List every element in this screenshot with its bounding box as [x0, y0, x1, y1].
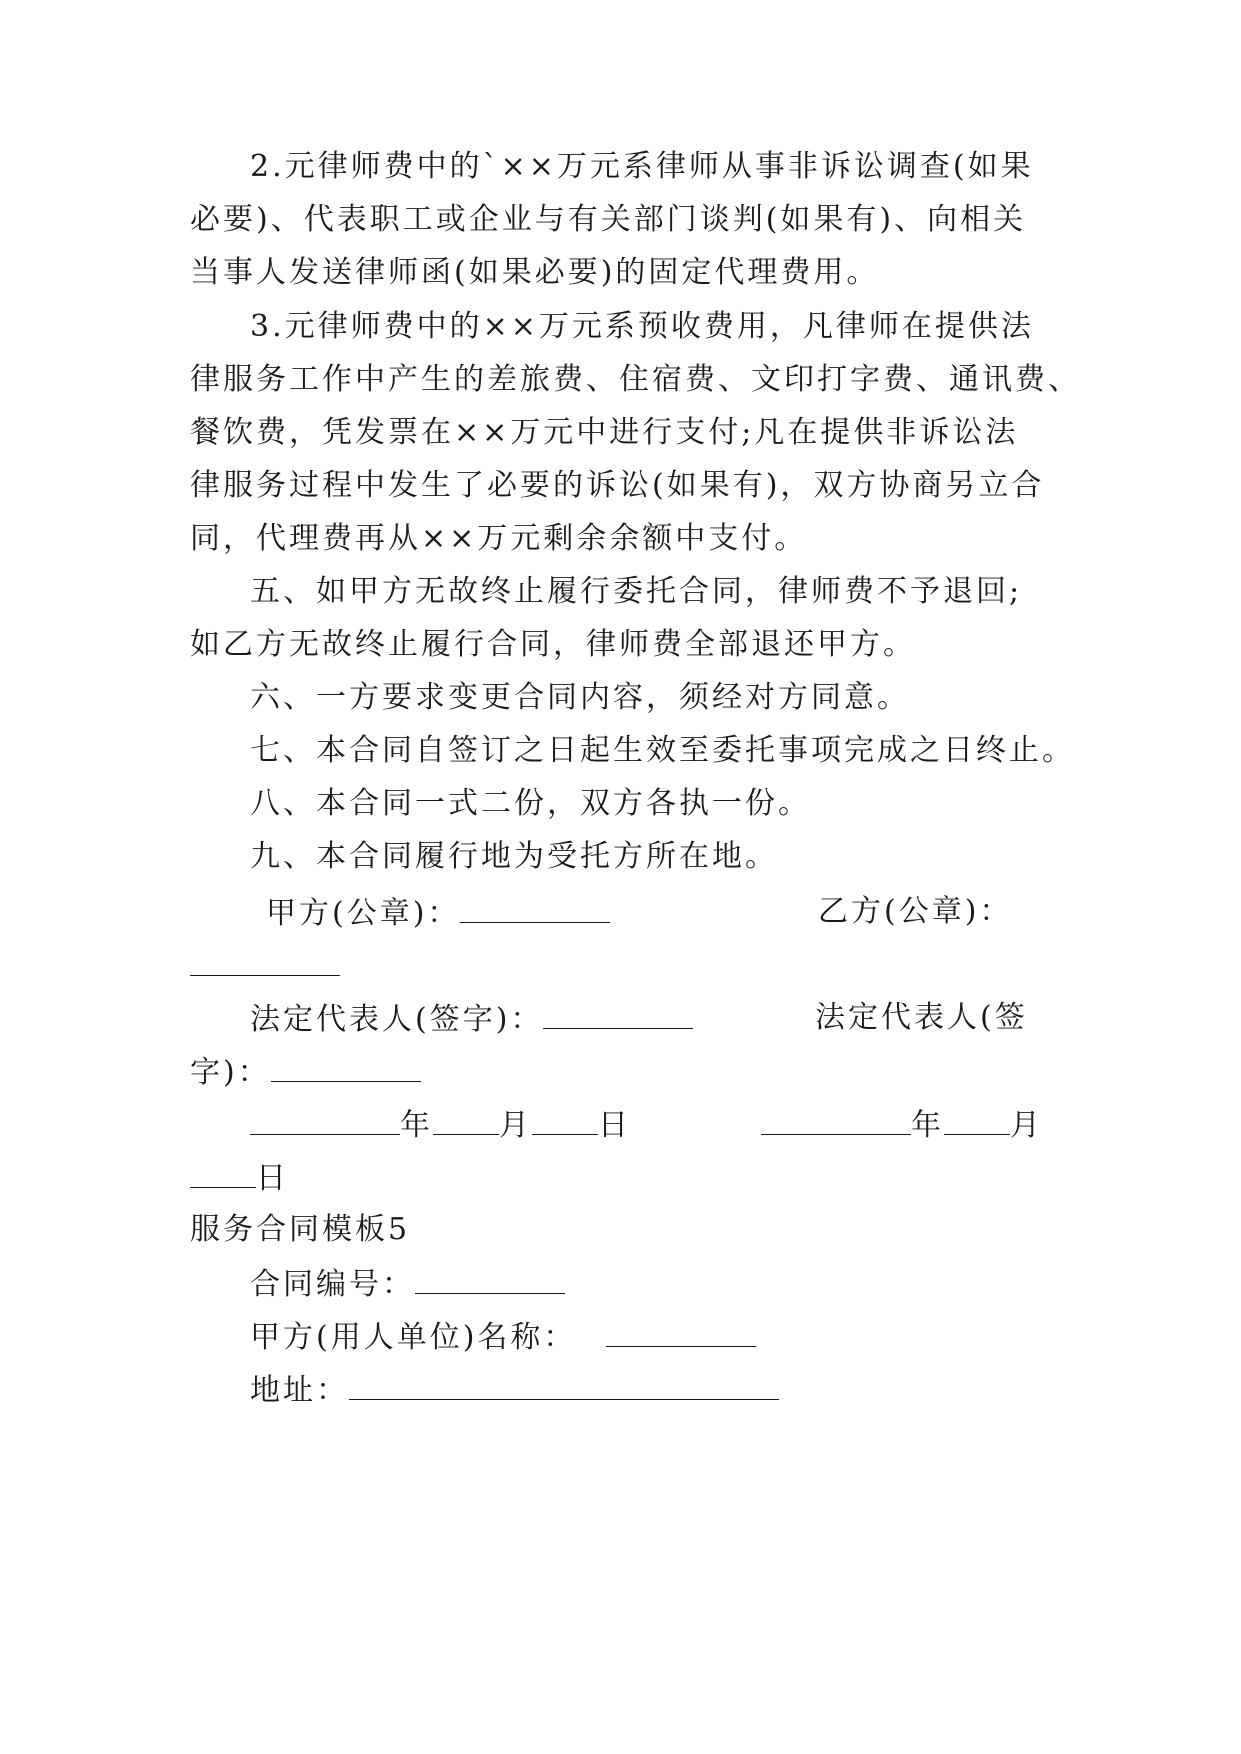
- template-5-title: 服务合同模板5: [190, 1212, 411, 1247]
- date-a-row: [250, 1104, 631, 1146]
- clause-4-item-3-line-5: 同，代理费再从××万元剩余余额中支付。: [190, 521, 808, 556]
- party-a-seal-blank: [460, 892, 610, 923]
- clause-9: 九、本合同履行地为受托方所在地。: [250, 839, 778, 874]
- date-b-row: [761, 1104, 1043, 1146]
- clause-4-item-3-line-4: 律服务过程中发生了必要的诉讼(如果有)，双方协商另立合: [190, 468, 1045, 503]
- rep-a-row: [250, 998, 693, 1040]
- clause-4-item-3-line-1: 3.元律师费中的××万元系预收费用，凡律师在提供法: [250, 309, 1034, 344]
- address-blank: [349, 1369, 779, 1400]
- address-label: 地址：: [250, 1373, 349, 1408]
- rep-a-label: 法定代表人(签字)：: [250, 1002, 544, 1037]
- clause-5-line-1: 五、如甲方无故终止履行委托合同，律师费不予退回;: [250, 574, 1023, 609]
- rep-b-blank: [271, 1051, 421, 1082]
- rep-b-row-cont: [190, 1051, 421, 1093]
- date-b-day-label: 日: [256, 1161, 289, 1196]
- date-b-month-label: 月: [1010, 1108, 1043, 1143]
- rep-b-row: [815, 998, 1028, 1038]
- party-b-seal-blank-row: [190, 945, 340, 987]
- rep-b-label-part2: 字)：: [190, 1055, 271, 1090]
- date-b-day-blank: [190, 1157, 256, 1188]
- clause-4-item-2-line-2: 必要)、代表职工或企业与有关部门谈判(如果有)、向相关: [190, 202, 1027, 237]
- party-b-seal-label: 乙方(公章)：: [818, 894, 1013, 929]
- clause-6: 六、一方要求变更合同内容，须经对方同意。: [250, 680, 910, 715]
- clause-4-item-3-line-3: 餐饮费，凭发票在××万元中进行支付;凡在提供非诉讼法: [190, 415, 1019, 450]
- date-a-day-label: 日: [598, 1108, 631, 1143]
- rep-a-blank: [543, 998, 693, 1029]
- contract-no-blank: [415, 1263, 565, 1294]
- party-a-name-row: [250, 1316, 756, 1358]
- date-a-year-label: 年: [400, 1108, 433, 1143]
- clause-4-item-2-line-3: 当事人发送律师函(如果必要)的固定代理费用。: [190, 255, 880, 290]
- date-a-month-label: 月: [499, 1108, 532, 1143]
- date-b-row-cont: [190, 1157, 289, 1199]
- date-b-month-blank: [944, 1104, 1010, 1135]
- party-a-seal-row: [266, 892, 610, 934]
- clause-8: 八、本合同一式二份，双方各执一份。: [250, 786, 811, 821]
- date-a-day-blank: [532, 1104, 598, 1135]
- clause-7: 七、本合同自签订之日起生效至委托事项完成之日终止。: [250, 733, 1075, 768]
- date-a-year-blank: [250, 1104, 400, 1135]
- date-a-month-blank: [433, 1104, 499, 1135]
- date-b-year-label: 年: [911, 1108, 944, 1143]
- party-a-seal-label: 甲方(公章)：: [266, 896, 461, 931]
- party-a-name-label: 甲方(用人单位)名称：: [250, 1320, 577, 1355]
- clause-4-item-3-line-2: 律服务工作中产生的差旅费、住宿费、文印打字费、通讯费、: [190, 362, 1081, 397]
- rep-b-label-part1: 法定代表人(签: [815, 1000, 1028, 1035]
- party-b-seal-blank: [190, 945, 340, 976]
- party-a-name-blank: [606, 1316, 756, 1347]
- contract-no-row: [250, 1263, 565, 1305]
- party-b-seal-row: [818, 892, 1012, 932]
- clause-5-line-2: 如乙方无故终止履行合同，律师费全部退还甲方。: [190, 627, 916, 662]
- contract-no-label: 合同编号：: [250, 1267, 415, 1302]
- date-b-year-blank: [761, 1104, 911, 1135]
- clause-4-item-2-line-1: 2.元律师费中的`××万元系律师从事非诉讼调查(如果: [250, 149, 1034, 184]
- address-row: [250, 1369, 779, 1411]
